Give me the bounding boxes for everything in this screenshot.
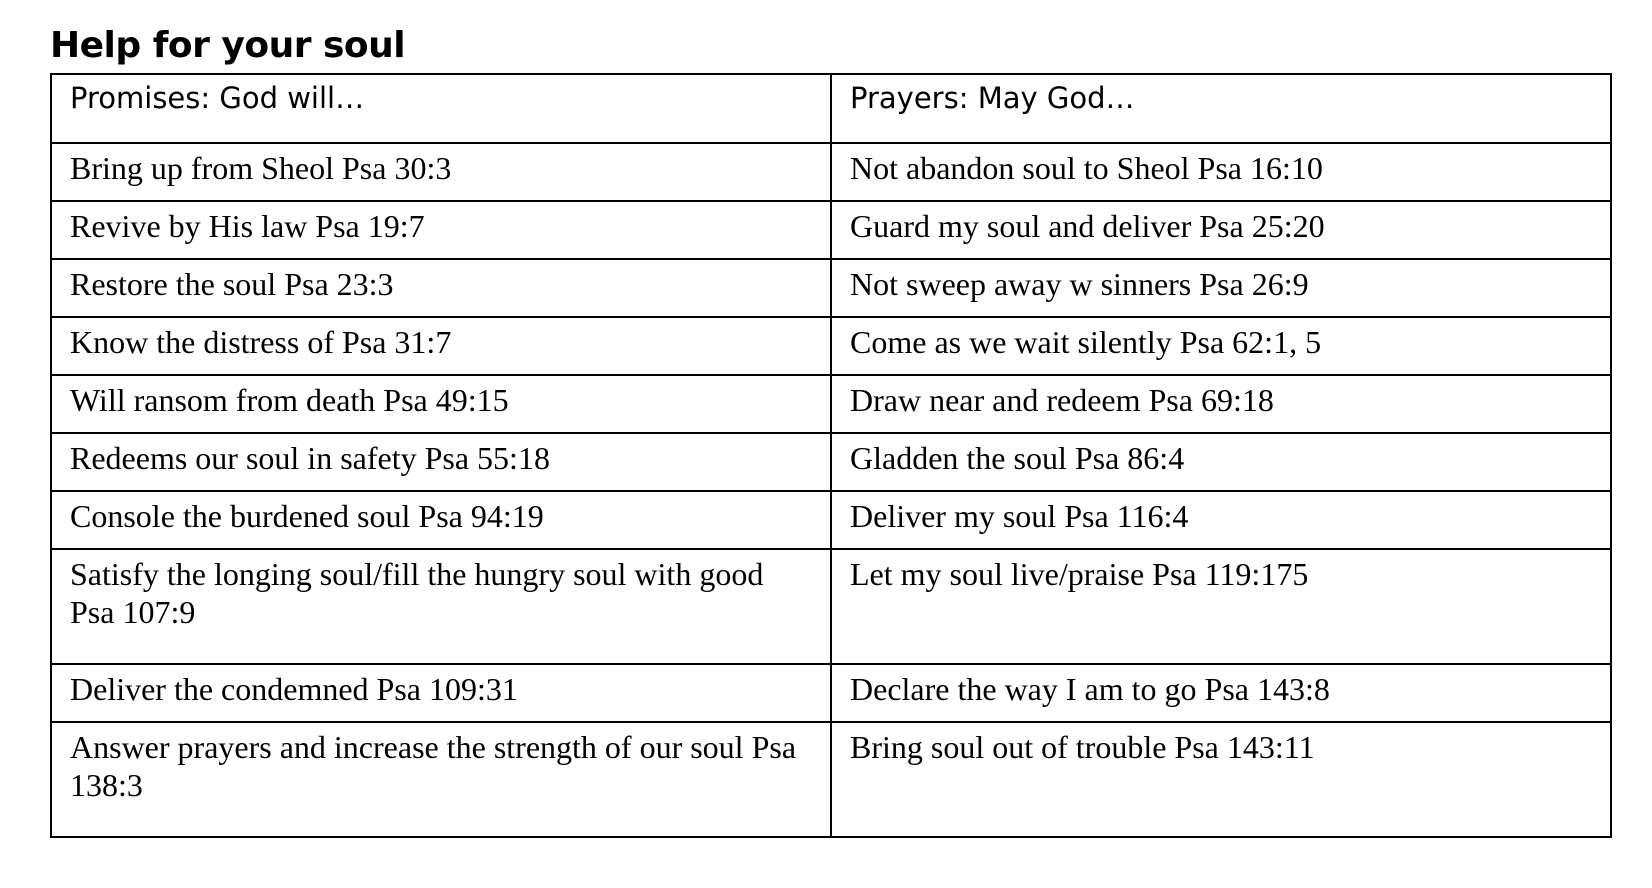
table-row (51, 143, 1611, 201)
promise-cell: Answer prayers and increase the strength of our soul Psa 138:3 (51, 722, 831, 837)
prayer-cell: Guard my soul and deliver Psa 25:20 (831, 201, 1611, 259)
promise-cell: Bring up from Sheol Psa 30:3 (51, 143, 831, 201)
prayer-cell: Not sweep away w sinners Psa 26:9 (831, 259, 1611, 317)
table-row (51, 491, 1611, 549)
table-row (51, 549, 1611, 664)
promise-cell: Restore the soul Psa 23:3 (51, 259, 831, 317)
table-row (51, 201, 1611, 259)
table-row (51, 375, 1611, 433)
header-prayers: Prayers: May God… (831, 74, 1611, 143)
promise-cell: Will ransom from death Psa 49:15 (51, 375, 831, 433)
table-row (51, 722, 1611, 837)
promise-cell: Deliver the condemned Psa 109:31 (51, 664, 831, 722)
promise-cell: Know the distress of Psa 31:7 (51, 317, 831, 375)
prayer-cell: Declare the way I am to go Psa 143:8 (831, 664, 1611, 722)
table-row (51, 259, 1611, 317)
prayer-cell: Gladden the soul Psa 86:4 (831, 433, 1611, 491)
prayer-cell: Let my soul live/praise Psa 119:175 (831, 549, 1611, 664)
header-promises: Promises: God will… (51, 74, 831, 143)
table-row (51, 433, 1611, 491)
promise-cell: Console the burdened soul Psa 94:19 (51, 491, 831, 549)
table-header-row (51, 74, 1611, 143)
prayer-cell: Come as we wait silently Psa 62:1, 5 (831, 317, 1611, 375)
prayer-cell: Deliver my soul Psa 116:4 (831, 491, 1611, 549)
prayer-cell: Not abandon soul to Sheol Psa 16:10 (831, 143, 1611, 201)
promises-prayers-table (50, 73, 1612, 838)
promise-cell: Redeems our soul in safety Psa 55:18 (51, 433, 831, 491)
table-row (51, 317, 1611, 375)
table-row (51, 664, 1611, 722)
prayer-cell: Draw near and redeem Psa 69:18 (831, 375, 1611, 433)
promise-cell: Satisfy the longing soul/fill the hungry soul with good Psa 107:9 (51, 549, 831, 664)
page-title: Help for your soul (50, 25, 406, 66)
prayer-cell: Bring soul out of trouble Psa 143:11 (831, 722, 1611, 837)
promise-cell: Revive by His law Psa 19:7 (51, 201, 831, 259)
